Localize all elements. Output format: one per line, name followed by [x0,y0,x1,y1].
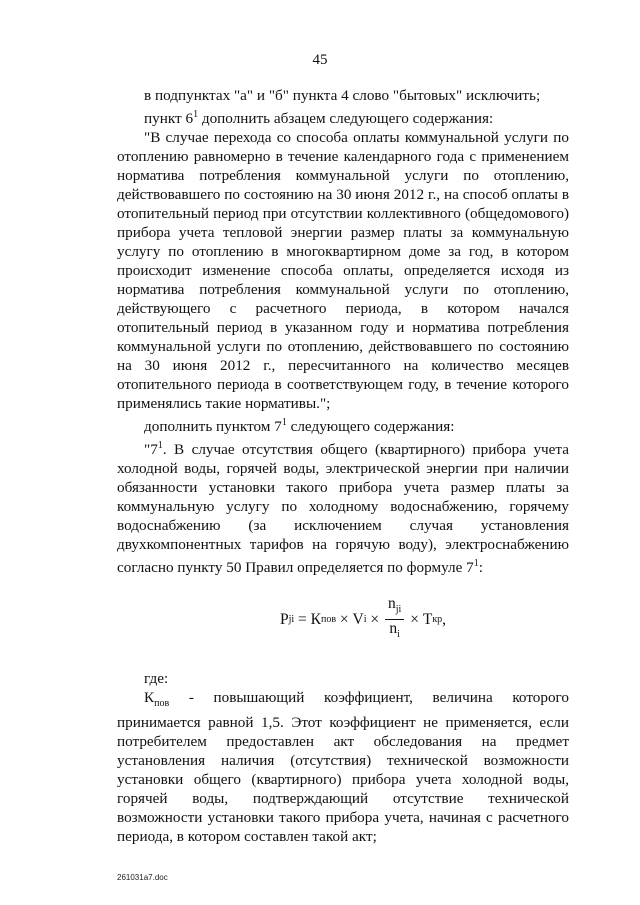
document-body [117,86,569,846]
file-name-footer: 261031a7.doc [117,873,168,882]
paragraph-k-definition: $К_{пов}$ - повышающий коэффициент, величина которого принимается равной 1,5. Этот коэффициент не применяется, если потребителем предоставлен акт обследования на предмет установления наличия (отсутствия) технической возможности установки общего (квартирного) прибора учета холодной воды, горячей воды, подтверждающий отсутствие технической возможности установки такого прибора учета, начиная с расчетного периода, в котором составлен такой акт; [117,689,569,846]
paragraph-point-6-1: пункт $6^1$ дополнить абзацем следующего содержания: [144,109,494,128]
page-number: 45 [312,52,328,68]
paragraph-heating-quote: "В случае перехода со способа оплаты коммунальной услуги по отоплению равномерно в течение календарного года с применением норматива потребления коммунальной услуги по отоплению, действовавшего по состоянию на 30 июня 2012 г., на способ оплаты в отопительный период при отсутствии коллективного (общедомового) прибора учета тепловой энергии размер платы за коммунальную услугу по отоплению в многоквартирном доме за год, в котором происходит изменение способа оплаты, определяется исходя из норматива потребления коммунальной услуги по отоплению, действующего с расчетного периода, в котором начался отопительный период в указанном году и норматива потребления коммунальной услуги по отоплению, действовавшего по состоянию на 30 июня 2012 г., пересчитанного на количество месяцев отопительного периода в соответствующем году, в течение которого применялись такие нормативы."; [117,129,569,413]
paragraph-point-7-1: "$7^1$. В случае отсутствия общего (квартирного) прибора учета холодной воды, горячей воды, электрической энергии при наличии обязанности установки такого прибора учета размер платы за коммунальную услугу по холодному водоснабжению, горячему водоснабжению (за исключением случая установления двухкомпонентных тарифов на горячую воду), электроснабжению согласно пункту 50 Правил определяется по формуле $7^1$: [117,440,569,577]
formula-fraction: $\frac{n_{ji}}{n_i}$ [385,595,404,644]
formula-7-1: P ji = К пов × V i × $\frac{n_{ji}}{n_i}$ × T кр , [117,577,569,661]
paragraph-subpoints: в подпунктах "а" и "б" пункта 4 слово "бытовых" исключить; [144,87,541,104]
paragraph-where: где: [144,670,169,688]
paragraph-add-point-7-1: дополнить пунктом $7^1$ следующего содержания: [144,417,455,436]
